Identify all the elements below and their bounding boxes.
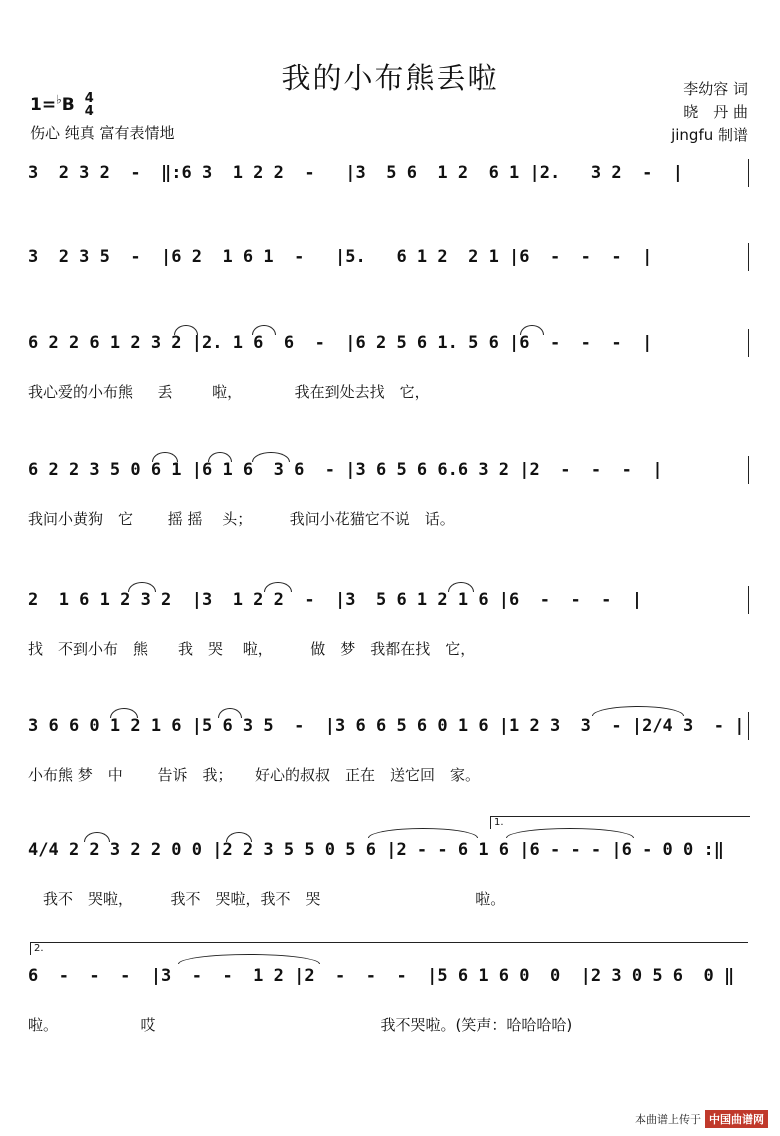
notation: 4/4 2 2 3 2 2 0 0 |2 2 3 5 5 0 5 6 |2 - - 6 1 6 |6 - - - |6 - 0 0 :‖	[28, 840, 724, 860]
key-note: B	[61, 95, 75, 115]
time-top: 4	[84, 91, 94, 106]
barline	[748, 586, 749, 614]
time-bottom: 4	[84, 104, 94, 119]
notation: 6 - - - |3 - - 1 2 |2 - - - |5 6 1 6 0 0 |2 3 0 5 6 0 ‖	[28, 966, 735, 986]
lyric-line: 我不 哭啦， 我不 哭啦，我不 哭 啦。	[28, 890, 506, 908]
first-ending-bracket: 1.	[490, 816, 750, 829]
notation: 3 2 3 5 - |6 2 1 6 1 - |5. 6 1 2 2 1 |6 - - - |	[28, 247, 653, 267]
notation: 6 2 2 6 1 2 3 2 |2. 1 6 6 - |6 2 5 6 1. 5 6 |6 - - - |	[28, 333, 653, 353]
staff-line-3	[0, 333, 780, 453]
second-ending-bracket: 2.	[30, 942, 748, 955]
lyric-line: 啦。 哎 我不哭啦。(笑声：哈哈哈哈)	[28, 1016, 573, 1034]
upload-footer	[635, 1110, 768, 1128]
key-signature	[30, 92, 94, 118]
notation: 3 2 3 2 - ‖:6 3 1 2 2 - |3 5 6 1 2 6 1 |2. 3 2 - |	[28, 163, 684, 183]
notation: 6 2 2 3 5 0 6 1 |6 1 6 3 6 - |3 6 5 6 6.6 3 2 |2 - - - |	[28, 460, 663, 480]
time-signature	[85, 92, 94, 118]
lyricist-credit: 李幼容 词	[683, 80, 748, 98]
footer-text: 本曲谱上传于	[635, 1113, 701, 1126]
engraver-credit: jingfu 制谱	[671, 126, 748, 144]
flat-sign: ♭	[56, 92, 62, 107]
staff-line-4	[0, 460, 780, 580]
score-title: 我的小布熊丢啦	[281, 61, 499, 95]
barline	[748, 712, 749, 740]
staff-line-5	[0, 590, 780, 710]
lyric-line: 我问小黄狗 它 摇 摇 头； 我问小花猫它不说 话。	[28, 510, 455, 528]
key-label: 1=	[30, 95, 57, 115]
notation: 2 1 6 1 2 3 2 |3 1 2 2 - |3 5 6 1 2 1 6 |6 - - - |	[28, 590, 643, 610]
lyric-line: 我心爱的小布熊 丢 啦， 我在到处去找 它，	[28, 383, 430, 401]
barline	[748, 456, 749, 484]
barline	[748, 159, 749, 187]
site-logo[interactable]: 中国曲谱网	[705, 1110, 768, 1128]
performance-direction: 伤心 纯真 富有表情地	[30, 124, 175, 142]
notation: 3 6 6 0 1 2 1 6 |5 6 3 5 - |3 6 6 5 6 0 1 6 |1 2 3 3 - |2/4 3 - |	[28, 716, 745, 736]
lyric-line: 小布熊 梦 中 告诉 我； 好心的叔叔 正在 送它回 家。	[28, 766, 481, 784]
composer-credit: 晓 丹 曲	[683, 103, 748, 121]
barline	[748, 243, 749, 271]
barline	[748, 329, 749, 357]
staff-line-8	[0, 943, 780, 1086]
lyric-line: 找 不到小布 熊 我 哭 啦， 做 梦 我都在找 它，	[28, 640, 476, 658]
